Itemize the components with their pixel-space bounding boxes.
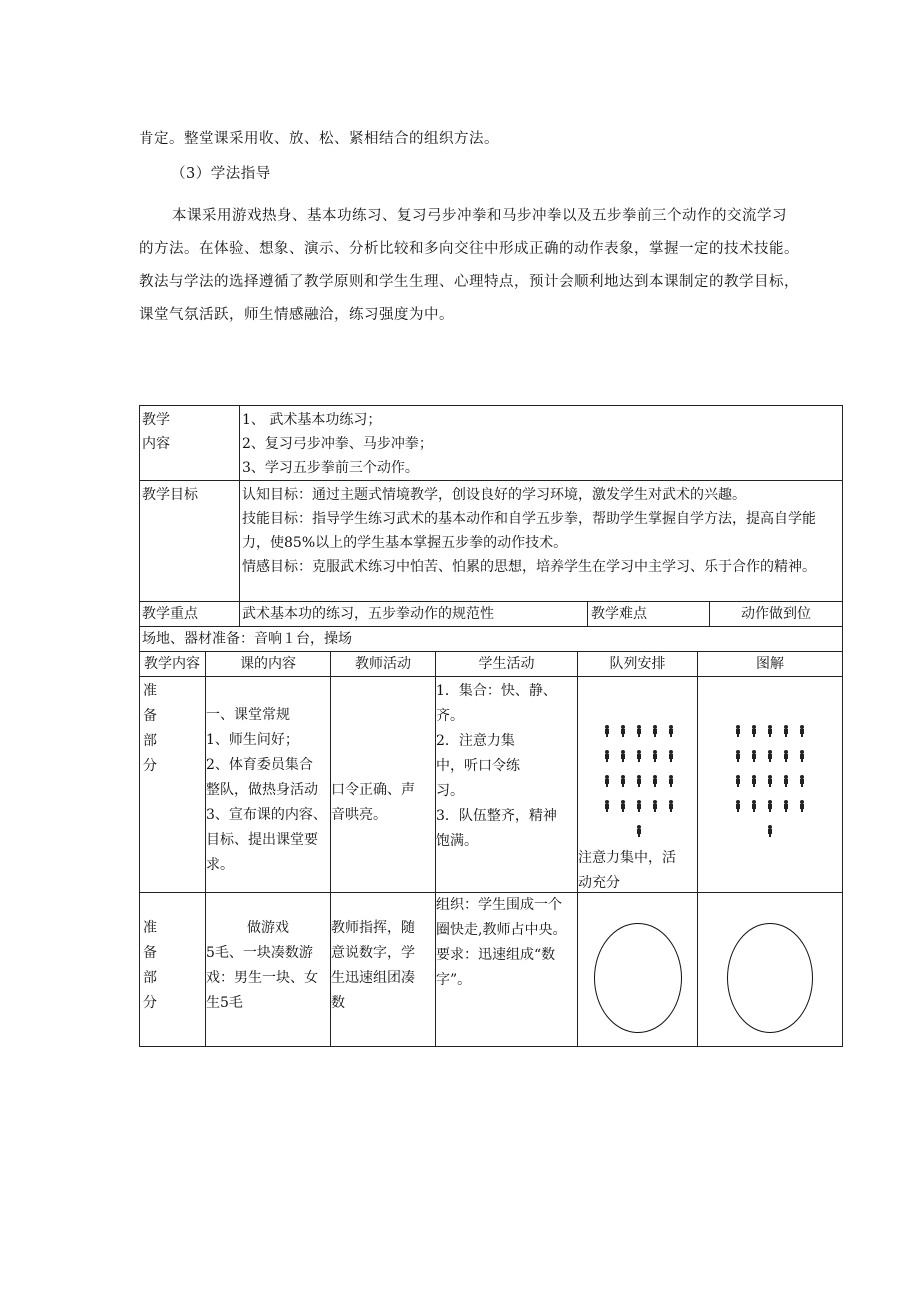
student-figure-icon [751,800,757,812]
header-formation: 队列安排 [609,656,666,672]
student-figure-icon [668,725,674,737]
student-figure-icon [767,800,773,812]
student-figure-icon [783,725,789,737]
student-figure-icon [751,775,757,787]
section-heading: （3）学法指导 [171,166,271,182]
row1-teacher-activity: 口令正确、声 音哄亮。 [331,782,415,823]
student-figure-icon [735,800,741,812]
student-figure-icon [604,800,610,812]
student-figure-icon [620,800,626,812]
student-figure-icon [668,775,674,787]
row1-lesson-content: 一、课堂常规 1、师生问好； 2、体育委员集合 整队，做热身活动 3、宣布课的内容、 目标、提出课堂要 求。 [206,707,327,873]
student-figure-icon [620,775,626,787]
row2-lesson-content: 5毛、一块凑数游 戏：男生一块、女 生5毛 [206,945,318,1011]
row1-section-label: 准 备 部 分 [143,683,157,774]
goal-cognitive: 认知目标：通过主题式情境教学，创设良好的学习环境，激发学生对武术的兴趣。 [242,487,746,503]
goal-skill: 技能目标：指导学生练习武术的基本动作和自学五步拳，帮助学生掌握自学方法，提高自学能力，使85%以上的学生基本掌握五步拳的动作技术。 [242,511,816,551]
row2-section-label: 准 备 部 分 [143,920,157,1011]
student-figure-icon [620,725,626,737]
student-figure-icon [799,750,805,762]
content-item: 2、复习弓步冲拳、马步冲拳； [242,436,433,452]
student-figure-icon [783,800,789,812]
content-label-1: 教学 [142,412,170,428]
table-rule [239,405,240,626]
key-value: 武术基本功的练习，五步拳动作的规范性 [242,606,494,622]
student-figure-icon [636,825,642,837]
table-rule [139,405,140,1047]
student-figure-icon [652,750,658,762]
student-figure-icon [652,775,658,787]
content-label-2: 内容 [142,436,170,452]
key-label: 教学重点 [142,606,198,622]
student-figure-icon [668,800,674,812]
row2-content-title: 做游戏 [247,920,289,936]
student-figure-icon [735,750,741,762]
table-rule [139,405,843,406]
difficulty-label: 教学难点 [591,606,647,622]
student-figure-icon [735,775,741,787]
student-figure-icon [604,750,610,762]
header-student-activity: 学生活动 [478,656,535,672]
goal-emotion: 情感目标：克服武术练习中怕苦、怕累的思想，培养学生在学习中主学习、乐于合作的精神。 [242,559,816,575]
student-figure-icon [620,750,626,762]
equipment: 场地、器材准备：音响１台，操场 [142,631,352,647]
header-diagram: 图解 [756,656,784,672]
student-figure-icon [636,775,642,787]
formation-circle [594,923,682,1033]
table-rule [139,1046,843,1047]
student-figure-icon [751,750,757,762]
header-lesson-content: 课的内容 [240,656,296,672]
student-figure-icon [636,750,642,762]
student-figure-icon [767,825,773,837]
table-rule [139,676,843,677]
student-figure-icon [767,750,773,762]
content-item: 3、学习五步拳前三个动作。 [242,460,419,476]
student-figure-icon [604,775,610,787]
student-figure-icon [767,775,773,787]
table-rule [139,480,843,481]
student-figure-icon [799,800,805,812]
student-figure-icon [636,800,642,812]
table-rule [842,405,843,1047]
diagram-circle [727,923,813,1033]
student-figure-icon [735,725,741,737]
intro-paragraph: 本课采用游戏热身、基本功练习、复习弓步冲拳和马步冲拳以及五步拳前三个动作的交流学习的方法。在体验、想象、演示、分析比较和多向交往中形成正确的动作表象，掌握一定的技术技能。教法与学法的选择遵循了教学原则和学生生理、心理特点，预计会顺利地达到本课制定的教学目标，课堂气氛活跃，师生情感融洽，练习强度为中。 [139,208,799,323]
student-figure-icon [636,725,642,737]
goals-label: 教学目标 [142,487,198,503]
table-rule [697,651,698,1047]
lesson-plan-table [139,405,843,1047]
formation-figure [604,725,684,845]
row1-student-activity: 1．集合：快、静、 齐。 2．注意力集 中，听口令练 习。 3．队伍整齐，精神 饱满。 [436,683,557,849]
diagram-figure [735,725,815,845]
student-figure-icon [604,725,610,737]
student-figure-icon [751,725,757,737]
student-figure-icon [783,750,789,762]
header-teaching-content: 教学内容 [144,656,200,672]
student-figure-icon [767,725,773,737]
student-figure-icon [799,725,805,737]
student-figure-icon [783,775,789,787]
student-figure-icon [668,750,674,762]
difficulty-value: 动作做到位 [741,606,811,622]
student-figure-icon [799,775,805,787]
formation-note: 注意力集中，活 动充分 [578,850,676,891]
row2-teacher-activity: 教师指挥，随 意说数字，学 生迅速组团凑 数 [331,920,415,1011]
row2-student-activity: 组织：学生围成一个 圈快走,教师占中央。 要求：迅速组成“数 字”。 [436,897,567,988]
table-rule [587,601,588,626]
student-figure-icon [652,800,658,812]
student-figure-icon [652,725,658,737]
intro-line-1: 肯定。整堂课采用收、放、松、紧相结合的组织方法。 [139,131,499,147]
header-teacher-activity: 教师活动 [355,656,411,672]
content-item: 1、 武术基本功练习； [242,412,382,428]
